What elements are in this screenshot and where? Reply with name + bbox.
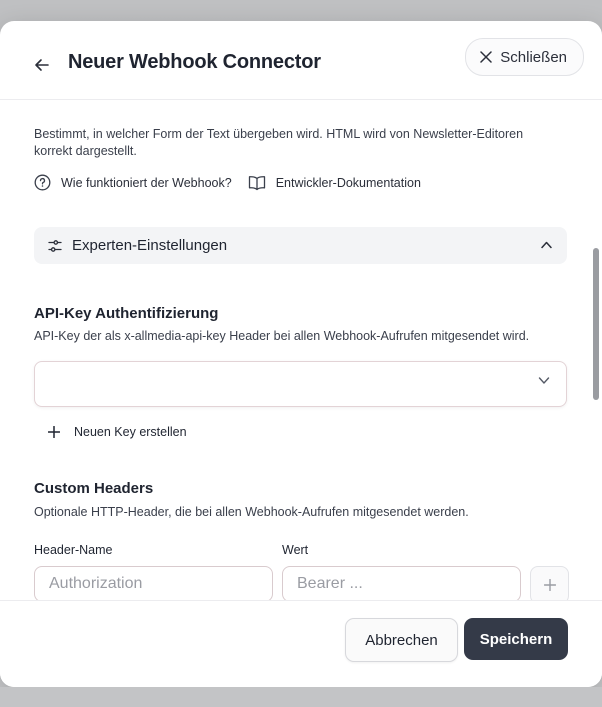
api-key-select[interactable]	[34, 361, 567, 407]
how-it-works-label: Wie funktioniert der Webhook?	[61, 175, 232, 190]
close-button[interactable]	[465, 38, 584, 76]
add-header-button[interactable]	[530, 566, 569, 600]
custom-headers-title: Custom Headers	[34, 480, 154, 497]
plus-icon	[544, 579, 556, 591]
cancel-button[interactable]: Abbrechen	[345, 618, 458, 662]
plus-icon	[48, 426, 60, 438]
dialog-title: Neuer Webhook Connector	[68, 51, 321, 73]
help-circle-icon	[34, 174, 51, 191]
arrow-left-icon	[34, 57, 50, 73]
header-value-label: Wert	[282, 543, 309, 557]
content-scrollbar[interactable]	[593, 248, 599, 400]
developer-docs-label: Entwickler-Dokumentation	[275, 175, 421, 190]
sliders-icon	[48, 239, 62, 253]
format-description: Bestimmt, in welcher Form der Text übergeben wird. HTML wird von Newsletter-Editoren korrekt dargestellt.	[34, 127, 524, 158]
api-key-title: API-Key Authentifizierung	[34, 305, 219, 322]
help-links	[34, 174, 421, 191]
chevron-down-icon	[538, 376, 550, 385]
header-name-input[interactable]	[34, 566, 273, 600]
expert-settings-toggle[interactable]	[34, 227, 567, 264]
close-label: Schließen	[500, 48, 567, 66]
book-open-icon	[248, 175, 266, 191]
backdrop-bottom	[0, 687, 602, 707]
new-key-label: Neuen Key erstellen	[74, 425, 187, 439]
new-key-button[interactable]	[48, 425, 187, 439]
api-key-description: API-Key der als x-allmedia-api-key Header bei allen Webhook-Aufrufen mitgesendet wird.	[34, 329, 530, 343]
header-value-input[interactable]	[282, 566, 521, 600]
webhook-connector-dialog	[0, 21, 602, 687]
save-button[interactable]: Speichern	[464, 618, 568, 660]
dialog-header	[0, 21, 602, 100]
back-button[interactable]	[30, 53, 54, 77]
close-icon	[480, 51, 492, 63]
dialog-footer	[0, 600, 602, 687]
expert-settings-label: Experten-Einstellungen	[72, 237, 228, 254]
chevron-up-icon	[541, 241, 552, 249]
custom-headers-description: Optionale HTTP-Header, die bei allen Webhook-Aufrufen mitgesendet werden.	[34, 505, 469, 519]
dialog-content[interactable]	[0, 100, 602, 600]
header-name-label: Header-Name	[34, 543, 113, 557]
how-it-works-link[interactable]	[34, 174, 232, 191]
developer-docs-link[interactable]	[248, 175, 421, 191]
